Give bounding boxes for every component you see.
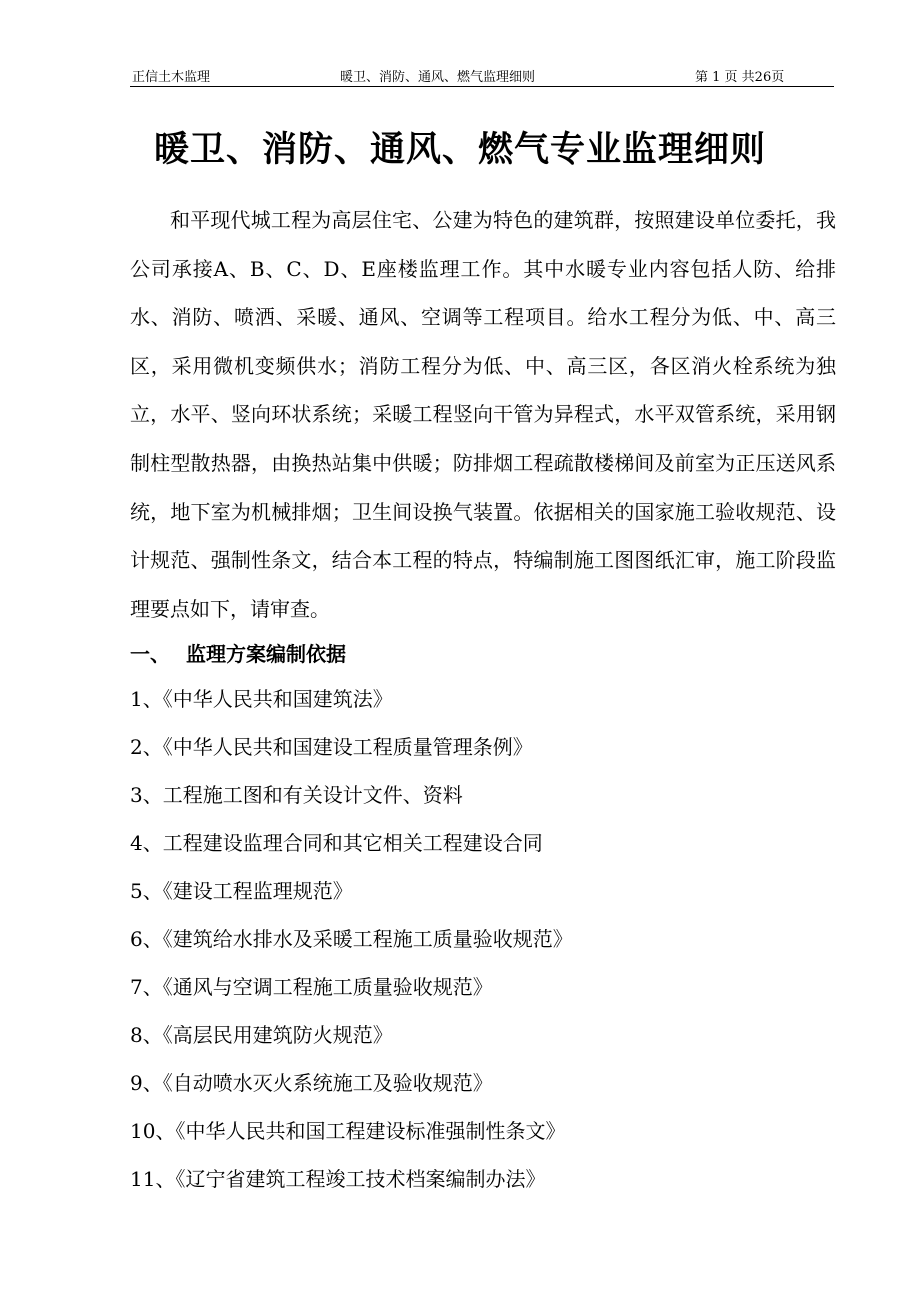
section-title: 监理方案编制依据 xyxy=(186,642,346,666)
header-page-number: 第 1 页 共26页 xyxy=(695,70,785,85)
reference-item: 3、工程施工图和有关设计文件、资料 xyxy=(130,783,463,807)
reference-item: 1、《中华人民共和国建筑法》 xyxy=(130,687,393,711)
section-number: 一、 xyxy=(130,642,170,666)
reference-item: 7、《通风与空调工程施工质量验收规范》 xyxy=(130,975,493,999)
reference-item: 11、《辽宁省建筑工程竣工技术档案编制办法》 xyxy=(130,1167,546,1191)
page-header xyxy=(130,64,834,87)
reference-item: 8、《高层民用建筑防火规范》 xyxy=(130,1023,393,1047)
reference-item: 6、《建筑给水排水及采暖工程施工质量验收规范》 xyxy=(130,927,573,951)
reference-item: 5、《建设工程监理规范》 xyxy=(130,879,353,903)
page-title: 暖卫、消防、通风、燃气专业监理细则 xyxy=(153,129,766,170)
header-document-title: 暖卫、消防、通风、燃气监理细则 xyxy=(340,70,536,85)
header-company: 正信土木监理 xyxy=(132,70,211,85)
intro-paragraph: 和平现代城工程为高层住宅、公建为特色的建筑群，按照建设单位委托，我公司承接A、B、C、D、E座楼监理工作。其中水暖专业内容包括人防、给排水、消防、喷洒、采暖、通风、空调等工程项目。给水工程分为低、中、高三区，采用微机变频供水；消防工程分为低、中、高三区，各区消火栓系统为独立，水平、竖向环状系统；采暖工程竖向干管为异程式，水平双管系统，采用钢制柱型散热器，由换热站集中供暖；防排烟工程疏散楼梯间及前室为正压送风系统，地下室为机械排烟；卫生间设换气装置。依据相关的国家施工验收规范、设计规范、强制性条文，结合本工程的特点，特编制施工图图纸汇审，施工阶段监理要点如下，请审查。 xyxy=(130,208,836,621)
reference-item: 2、《中华人民共和国建设工程质量管理条例》 xyxy=(130,735,533,759)
reference-item: 4、工程建设监理合同和其它相关工程建设合同 xyxy=(130,831,543,855)
section-heading xyxy=(130,638,346,667)
reference-item: 9、《自动喷水灭火系统施工及验收规范》 xyxy=(130,1071,493,1095)
reference-item: 10、《中华人民共和国工程建设标准强制性条文》 xyxy=(130,1119,566,1143)
